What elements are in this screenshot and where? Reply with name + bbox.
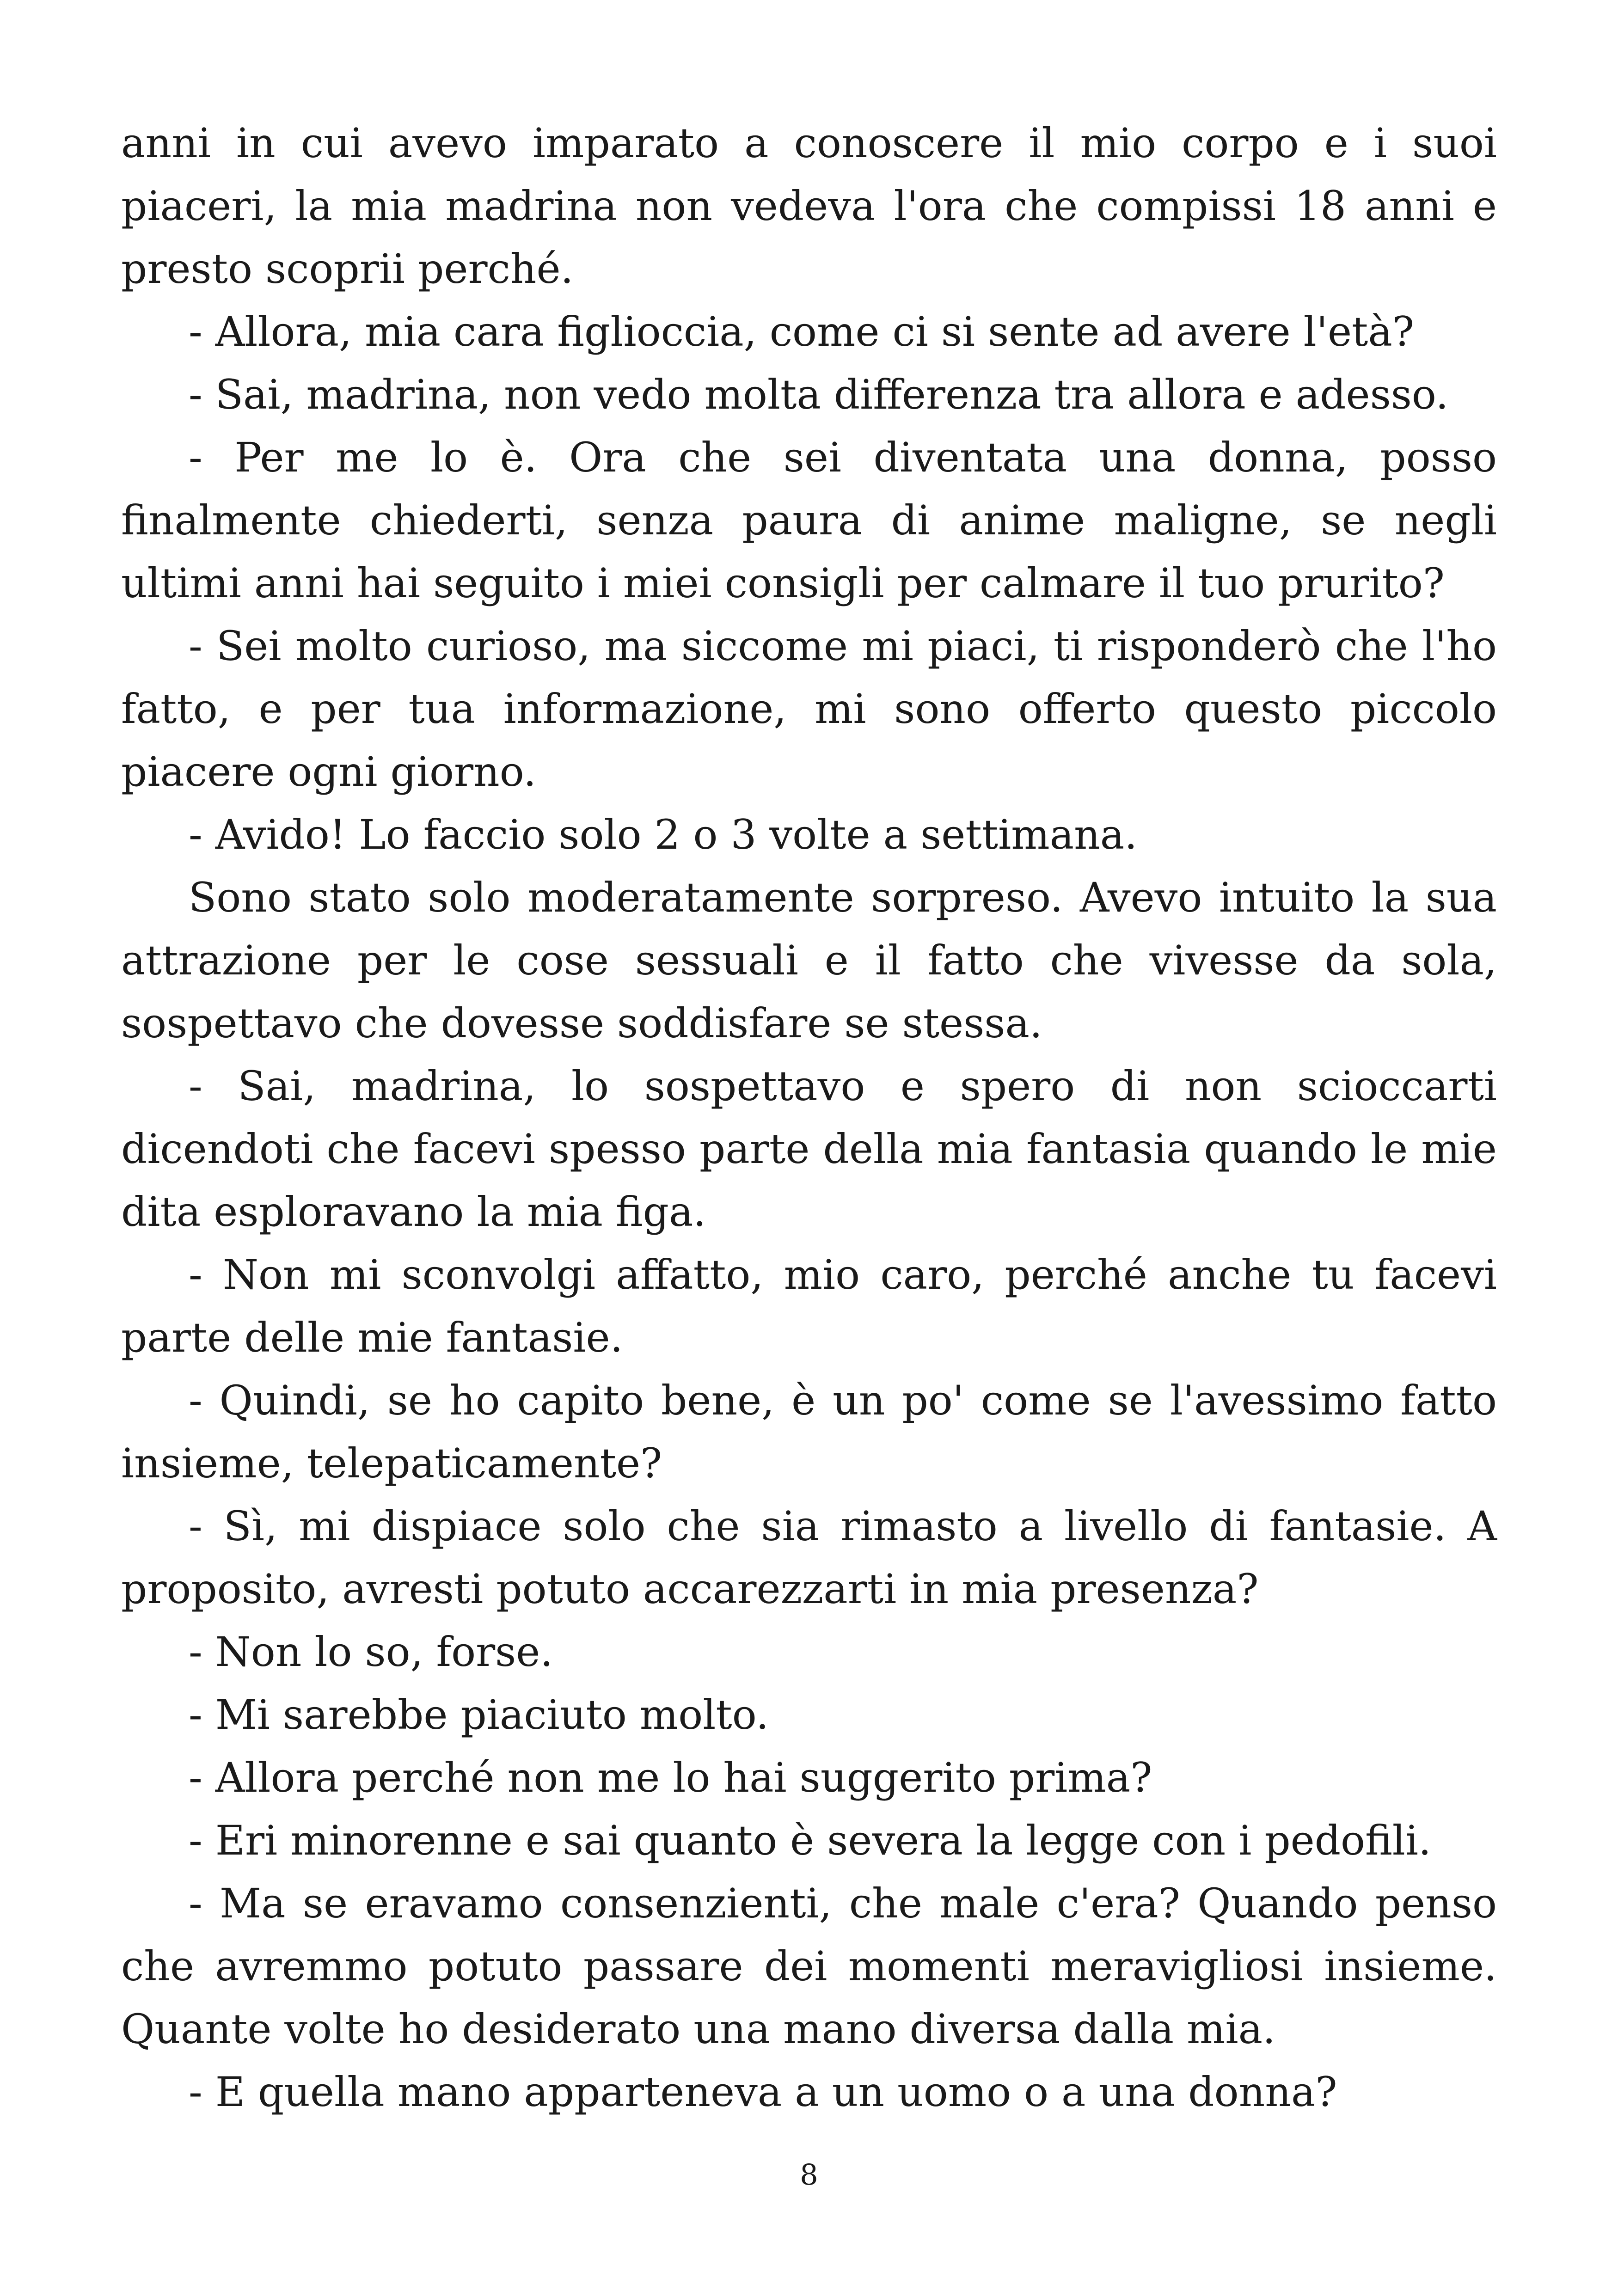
paragraph: - Mi sarebbe piaciuto molto. (189, 1691, 769, 1739)
paragraph: - Quindi, se ho capito bene, è un po' come se l'avessimo fatto insieme, telepaticamente? (121, 1377, 1497, 1487)
paragraph: - Sì, mi dispiace solo che sia rimasto a livello di fantasie. A proposito, avresti potuto accarezzarti in mia presenza? (121, 1502, 1497, 1613)
paragraph: - Allora, mia cara figlioccia, come ci si sente ad avere l'età? (189, 308, 1415, 355)
body-text (121, 112, 1497, 2124)
paragraph: Sono stato solo moderatamente sorpreso. Avevo intuito la sua attrazione per le cose sessuali e il fatto che vivesse da sola, sospettavo che dovesse soddisfare se stessa. (121, 874, 1497, 1047)
paragraph: - Sai, madrina, lo sospettavo e spero di non scioccarti dicendoti che facevi spesso parte della mia fantasia quando le mie dita esploravano la mia figa. (121, 1062, 1497, 1236)
paragraph: - Avido! Lo faccio solo 2 o 3 volte a settimana. (189, 811, 1138, 858)
page-number: 8 (800, 2158, 818, 2192)
paragraph: - Allora perché non me lo hai suggerito prima? (189, 1754, 1152, 1801)
paragraph: anni in cui avevo imparato a conoscere il mio corpo e i suoi piaceri, la mia madrina non vedeva l'ora che compissi 18 anni e presto scoprii perché. (121, 119, 1497, 293)
paragraph: - E quella mano apparteneva a un uomo o a una donna? (189, 2068, 1337, 2116)
paragraph: - Non mi sconvolgi affatto, mio caro, perché anche tu facevi parte delle mie fantasie. (121, 1251, 1497, 1361)
paragraph: - Eri minorenne e sai quanto è severa la legge con i pedofili. (189, 1817, 1431, 1864)
paragraph: - Sei molto curioso, ma siccome mi piaci, ti risponderò che l'ho fatto, e per tua informazione, mi sono offerto questo piccolo piacere ogni giorno. (121, 622, 1497, 796)
paragraph: - Sai, madrina, non vedo molta differenza tra allora e adesso. (189, 371, 1449, 418)
paragraph: - Ma se eravamo consenzienti, che male c'era? Quando penso che avremmo potuto passare dei momenti meravigliosi insieme. Quante volte ho desiderato una mano diversa dalla mia. (121, 1880, 1497, 2053)
paragraph: - Non lo so, forse. (189, 1628, 553, 1676)
paragraph: - Per me lo è. Ora che sei diventata una donna, posso finalmente chiederti, senza paura di anime maligne, se negli ultimi anni hai seguito i miei consigli per calmare il tuo prurito? (121, 434, 1497, 607)
